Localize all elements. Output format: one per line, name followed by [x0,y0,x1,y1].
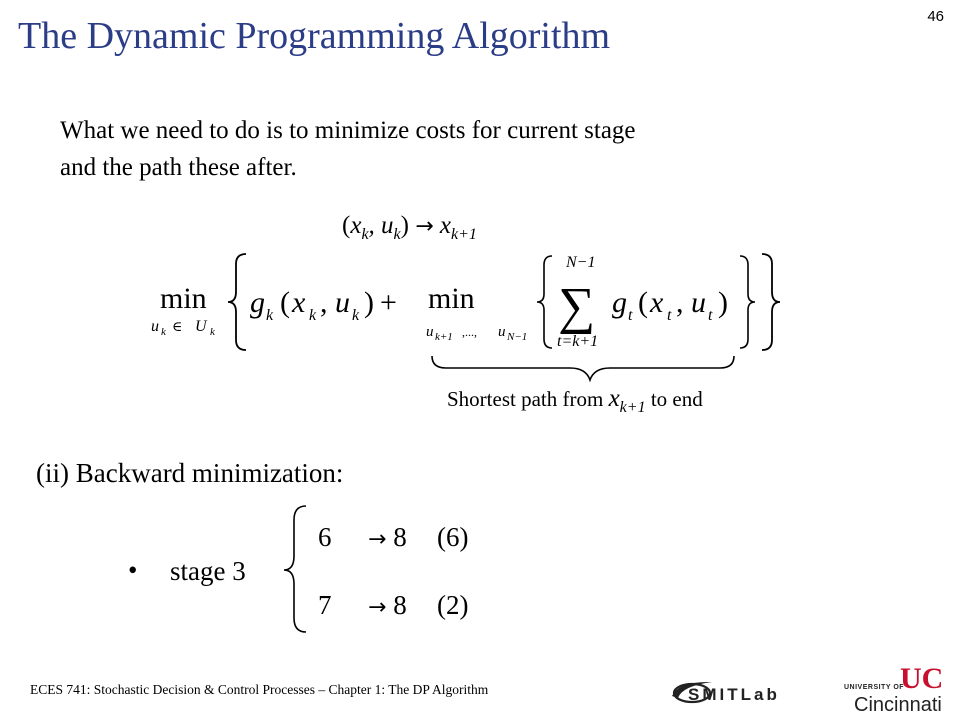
transition-from: 6 [318,522,332,552]
svg-text:k: k [210,326,215,338]
sigma: ∑ [558,278,596,335]
svg-text:u: u [335,286,350,319]
state-transition: ($x_k$, $u_k) \to x_{k+1}$ [342,212,477,243]
pair-next-x: x [439,212,452,239]
transition-cost: (6) [437,522,469,552]
svg-text:Cincinnati: Cincinnati [854,694,942,716]
svg-text:t: t [628,307,633,324]
uc-mark-icon [842,664,954,716]
transition-to: → 8 [368,590,407,620]
svg-text:u: u [691,286,706,319]
svg-text:k: k [352,307,360,324]
svg-text:k: k [309,307,317,324]
svg-text:u: u [151,318,159,335]
svg-text:N−1: N−1 [507,331,528,343]
inner-right-brace [740,256,755,348]
slide-title: The Dynamic Programming Algorithm [18,15,611,57]
svg-text:k: k [266,307,274,324]
inner-min: min [428,282,475,315]
svg-text:UNIVERSITY OF: UNIVERSITY OF [844,684,905,691]
svg-text:U: U [195,318,207,335]
inner-left-brace [537,256,552,348]
svg-text:t=k+1: t=k+1 [557,333,599,350]
svg-text:,: , [320,286,328,319]
shortest-path-label: Shortest path from $x_{k+1}$ to end [447,385,703,416]
bullet: • [128,555,138,585]
transition-from: 7 [318,590,332,620]
transition-to: → 8 [368,522,407,552]
svg-text:x: x [650,286,664,319]
stage-label: stage 3 [170,556,246,586]
svg-text:u: u [426,324,434,340]
svg-text:(: ( [638,286,648,319]
footer-course: ECES 741: Stochastic Decision & Control Processes – Chapter 1: The DP Algorithm [30,682,489,697]
outer-right-brace [762,254,780,350]
intro-line-1: What we need to do is to minimize costs for current stage [60,117,636,144]
university-of-cincinnati-logo [842,664,954,721]
svg-text:,...,: ,..., [462,325,477,339]
intro-line-2: and the path these after. [60,154,297,181]
plus-sign: + [380,286,397,319]
outer-min: min [160,282,207,315]
pair-x: x [350,212,362,239]
svg-text:k+1: k+1 [435,331,453,343]
svg-text:t: t [708,307,713,324]
arrow-icon: → [368,595,387,620]
svg-text:t: t [667,307,672,324]
svg-text:g: g [612,286,627,319]
svg-text:x: x [292,286,306,319]
svg-text:(: ( [280,286,290,319]
pair-u: u [381,212,394,239]
stage-brace [284,506,306,632]
smitlab-logo [668,676,828,708]
transition-cost: (2) [437,590,469,620]
underbrace [432,356,734,380]
page-number: 46 [927,8,944,25]
svg-text:): ) [364,286,374,319]
svg-text:k: k [161,326,166,338]
svg-text:): ) [718,286,728,319]
outer-left-brace [228,254,246,350]
svg-text:∈: ∈ [172,320,183,335]
svg-text:,: , [676,286,684,319]
arrow-icon: → [368,527,387,552]
backward-minimization-heading: (ii) Backward minimization: [36,458,344,488]
svg-text:N−1: N−1 [566,254,596,271]
svg-text:UC: UC [900,664,944,695]
svg-text:SMITLab: SMITLab [688,685,780,704]
svg-text:g: g [250,286,265,319]
svg-text:u: u [498,324,506,340]
transition-arrow: → [415,214,434,239]
